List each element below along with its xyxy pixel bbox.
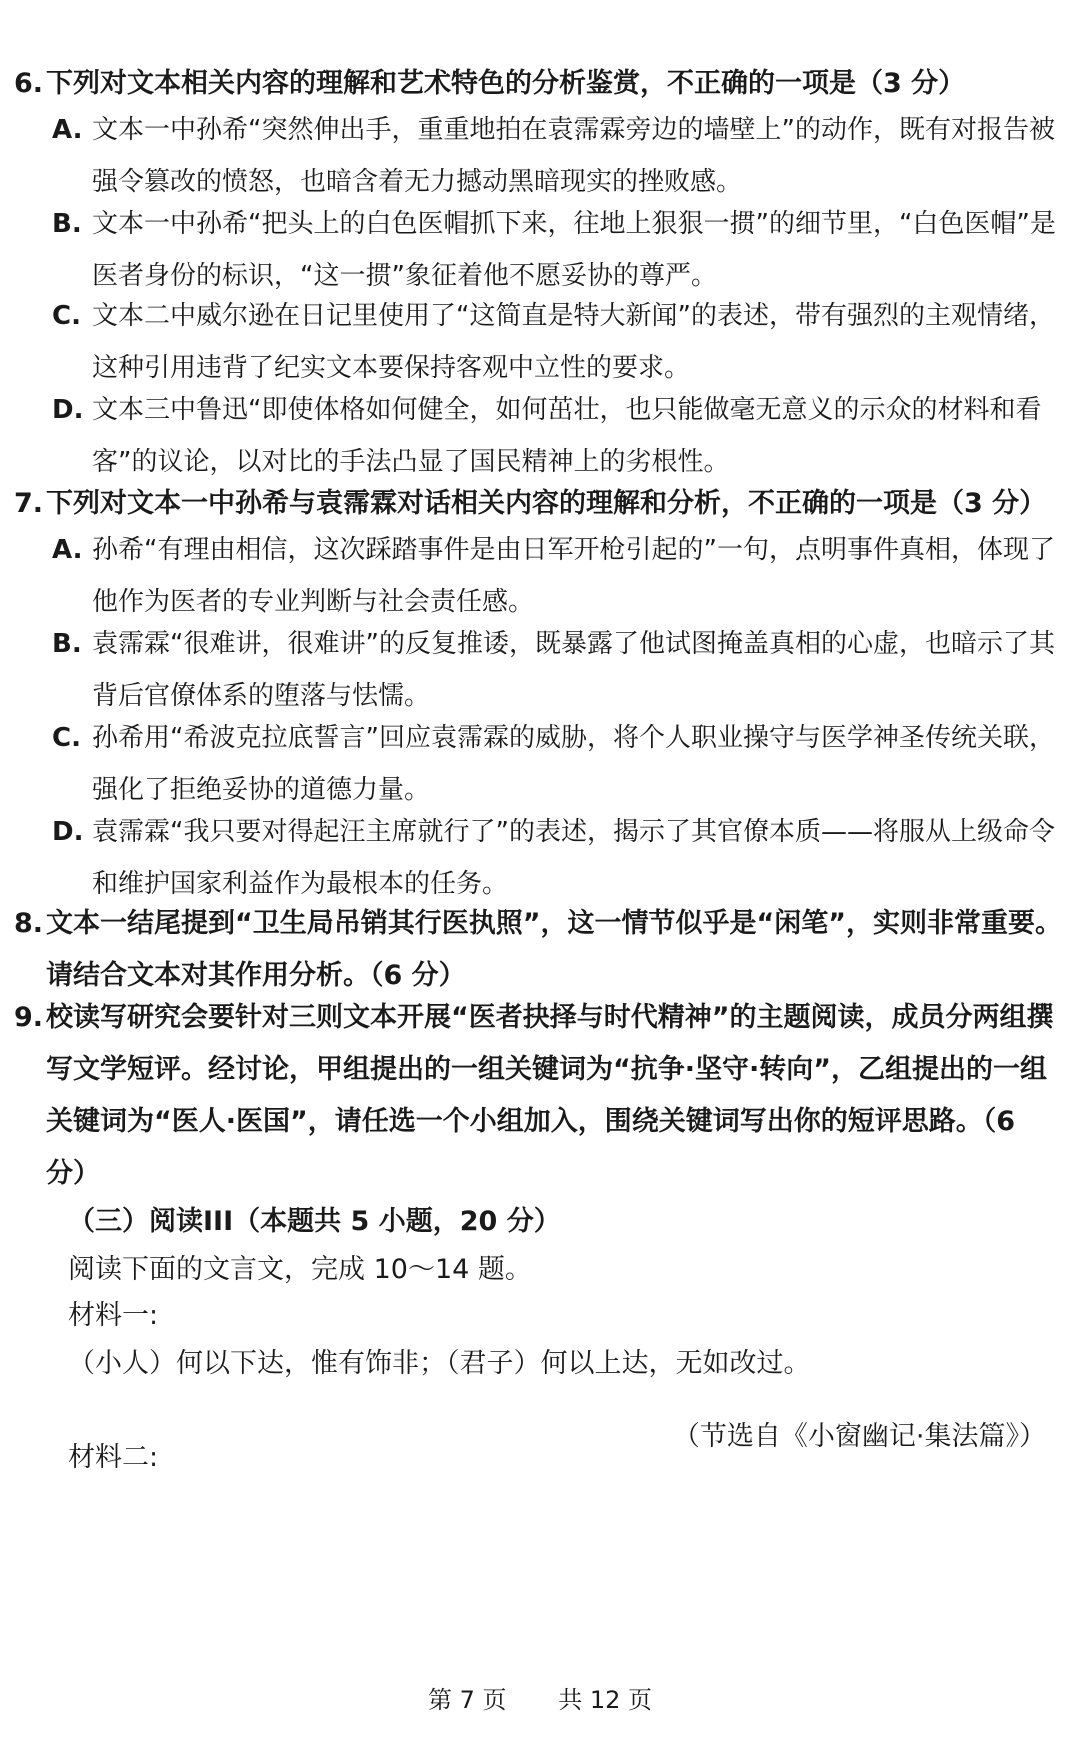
- option-letter: D.: [52, 817, 84, 847]
- section-3-instruction: 阅读下面的文言文，完成 10～14 题。: [68, 1254, 532, 1285]
- question-number: 9.: [14, 1002, 44, 1033]
- option-letter: C.: [52, 723, 81, 753]
- option-letter: A.: [52, 115, 83, 145]
- question-number: 8.: [14, 908, 44, 939]
- option-text: 孙希“有理由相信，这次踩踏事件是由日军开枪引起的”一句，点明事件真相，体现了他作为医者的专业判断与社会责任感。: [92, 535, 1055, 617]
- question-8: [14, 898, 1064, 1002]
- material-2-label: 材料二:: [68, 1442, 159, 1473]
- option-letter: C.: [52, 301, 81, 331]
- question-6-option-d: [52, 384, 1062, 488]
- material-1-label: 材料一:: [68, 1300, 159, 1331]
- question-7-option-d: [52, 806, 1062, 910]
- option-letter: D.: [52, 395, 84, 425]
- option-letter: B.: [52, 629, 82, 659]
- option-text: 袁霈霖“很难讲，很难讲”的反复推诿，既暴露了他试图掩盖真相的心虚，也暗示了其背后官僚体系的堕落与怯懦。: [92, 629, 1055, 711]
- question-7-option-a: [52, 524, 1062, 628]
- option-text: 文本一中孙希“把头上的白色医帽抓下来，往地上狠狠一掼”的细节里，“白色医帽”是医者身份的标识，“这一掼”象征着他不愿妥协的尊严。: [92, 209, 1056, 291]
- question-text: 文本一结尾提到“卫生局吊销其行医执照”，这一情节似乎是“闲笔”，实则非常重要。请结合文本对其作用分析。（6 分）: [46, 908, 1062, 991]
- page-number: 第 7 页: [428, 1686, 507, 1714]
- page-footer: [0, 1680, 1080, 1720]
- question-7-stem: [14, 478, 1064, 530]
- question-7-option-c: [52, 712, 1062, 816]
- section-3-title: （三）阅读III（本题共 5 小题，20 分）: [68, 1206, 561, 1237]
- question-6-option-c: [52, 290, 1062, 394]
- option-text: 文本一中孙希“突然伸出手，重重地拍在袁霈霖旁边的墙壁上”的动作，既有对报告被强令篡改的愤怒，也暗含着无力撼动黑暗现实的挫败感。: [92, 115, 1055, 197]
- question-6-option-b: [52, 198, 1062, 302]
- question-9: [14, 992, 1064, 1200]
- material-1-text: （小人）何以下达，惟有饰非；（君子）何以上达，无如改过。: [68, 1348, 811, 1379]
- option-text: 文本三中鲁迅“即使体格如何健全，如何茁壮，也只能做毫无意义的示众的材料和看客”的议论，以对比的手法凸显了国民精神上的劣根性。: [92, 395, 1042, 477]
- question-text: 校读写研究会要针对三则文本开展“医者抉择与时代精神”的主题阅读，成员分两组撰写文学短评。经讨论，甲组提出的一组关键词为“抗争·坚守·转向”，乙组提出的一组关键词为“医人·医国”，请任选一个小组加入，围绕关键词写出你的短评思路。（6 分）: [46, 1002, 1054, 1189]
- question-number: 7.: [14, 488, 44, 519]
- question-number: 6.: [14, 68, 44, 99]
- option-letter: B.: [52, 209, 82, 239]
- question-text: 下列对文本一中孙希与袁霈霖对话相关内容的理解和分析，不正确的一项是（3 分）: [46, 488, 1047, 519]
- question-text: 下列对文本相关内容的理解和艺术特色的分析鉴赏，不正确的一项是（3 分）: [46, 68, 966, 99]
- option-letter: A.: [52, 535, 83, 565]
- question-6-stem: [14, 58, 1064, 110]
- option-text: 袁霈霖“我只要对得起汪主席就行了”的表述，揭示了其官僚本质——将服从上级命令和维护国家利益作为最根本的任务。: [92, 817, 1055, 899]
- option-text: 孙希用“希波克拉底誓言”回应袁霈霖的威胁，将个人职业操守与医学神圣传统关联，强化了拒绝妥协的道德力量。: [92, 723, 1055, 805]
- page-total: 共 12 页: [558, 1686, 652, 1714]
- material-1-source: （节选自《小窗幽记·集法篇》）: [672, 1421, 1046, 1452]
- question-6-option-a: [52, 104, 1062, 208]
- question-7-option-b: [52, 618, 1062, 722]
- option-text: 文本二中威尔逊在日记里使用了“这简直是特大新闻”的表述，带有强烈的主观情绪，这种引用违背了纪实文本要保持客观中立性的要求。: [92, 301, 1055, 383]
